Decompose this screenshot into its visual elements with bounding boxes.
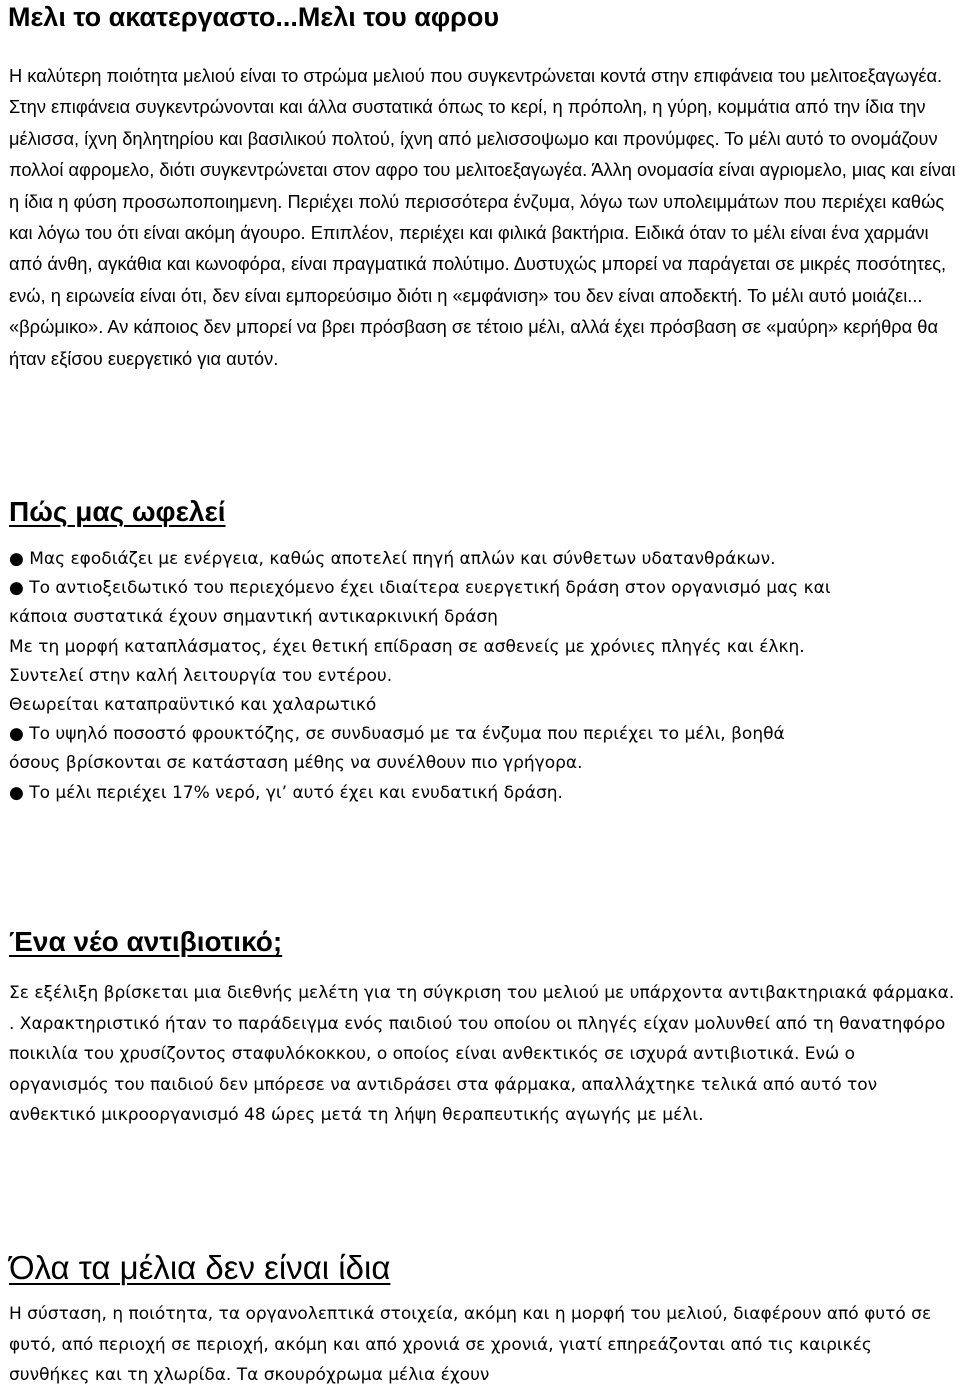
section-heading-benefits: Πώς μας ωφελεί bbox=[9, 496, 226, 527]
list-item: όσους βρίσκονται σε κατάσταση μέθης να συνέλθουν πιο γρήγορα. bbox=[9, 753, 583, 774]
section-heading-honey-types: Όλα τα μέλια δεν είναι ίδια bbox=[9, 1249, 391, 1286]
page-title: Μελι το ακατεργαστο...Μελι του αφρου bbox=[8, 2, 500, 32]
honey-types-paragraph: Η σύσταση, η ποιότητα, τα οργανολεπτικά στοιχεία, ακόμη και η μορφή του μελιού, διαφέρουν από φυτό σε φυτό, από περιοχή σε περιοχή, ακόμη και από χρονιά σε χρονιά, γιατί επηρεάζονται από τις καιρικές συνθήκες και τη χλωρίδα. Τα σκουρόχρωμα μέλια έχουν bbox=[9, 1304, 932, 1385]
antibiotic-paragraph: Σε εξέλιξη βρίσκεται μια διεθνής μελέτη για τη σύγκριση του μελιού με υπάρχοντα αντιβακτηριακά φάρμακα. . Χαρακτηριστικό ήταν το παράδειγμα ενός παιδιού του οποίου οι πληγές είχαν μολυνθεί από τη θανατηφόρο ποικιλία του χρυσίζοντος σταφυλόκοκκου, ο οποίος είναι ανθεκτικός σε ισχυρά αντιβιοτικά. Ενώ ο οργανισμός του παιδιού δεν μπόρεσε να αντιδράσει στα φάρμακα, απαλλάχτηκε τελικά από αυτό τον ανθεκτικό μικροοργανισμό 48 ώρες μετά τη λήψη θεραπευτικής αγωγής με μέλι. bbox=[9, 983, 955, 1126]
list-item: ● Το υψηλό ποσοστό φρουκτόζης, σε συνδυασμό με τα ένζυμα που περιέχει το μέλι, βοηθά bbox=[9, 724, 785, 745]
list-item: Με τη μορφή καταπλάσματος, έχει θετική επίδραση σε ασθενείς με χρόνιες πληγές και έλκη. bbox=[9, 636, 805, 657]
list-item: ● Μας εφοδιάζει με ενέργεια, καθώς αποτελεί πηγή απλών και σύνθετων υδατανθράκων. bbox=[9, 549, 776, 569]
benefits-list bbox=[9, 545, 957, 808]
list-item: Συντελεί στην καλή λειτουργία του εντέρου. bbox=[9, 665, 393, 686]
intro-paragraph: Η καλύτερη ποιότητα μελιού είναι το στρώμα μελιού που συγκεντρώνεται κοντά στην επιφάνεια του μελιτοεξαγωγέα. Στην επιφάνεια συγκεντρώνονται και άλλα συστατικά όπως το κερί, η πρόπολη, η γύρη, κομμάτια από την ίδια την μέλισσα, ίχνη δηλητηρίου και βασιλικού πολτού, ίχνη από μελισσοψωμο και προνύμφες. Το μέλι αυτό το ονομάζουν πολλοί αφρομελο, διότι συγκεντρώνεται στον αφρο του μελιτοεξαγωγέα. Άλλη ονομασία είναι αγριομελο, μιας και είναι η ίδια η φύση προσωποποιημενη. Περιέχει πολύ περισσότερα ένζυμα, λόγω των υπολειμμάτων που περιέχει καθώς και λόγω του ότι είναι ακόμη άγουρο. Επιπλέον, περιέχει και φιλικά βακτήρια. Ειδικά όταν το μέλι είναι ένα χαρμάνι από άνθη, αγκάθια και κωνοφόρα, είναι πραγματικά πολύτιμο. Δυστυχώς μπορεί να παράγεται σε μικρές ποσότητες, ενώ, η ειρωνεία είναι ότι, δεν είναι εμπορεύσιμο διότι η «εμφάνιση» του δεν είναι αποδεκτή. Το μέλι αυτό μοιάζει... «βρώμικο». Αν κάποιος δεν μπορεί να βρει πρόσβαση σε τέτοιο μέλι, αλλά έχει πρόσβαση σε «μαύρη» κερήθρα θα ήταν εξίσου ευεργετικό για αυτόν. bbox=[9, 65, 956, 369]
list-item: Θεωρείται καταπραϋντικό και χαλαρωτικό bbox=[9, 695, 377, 716]
list-item: κάποια συστατικά έχουν σημαντική αντικαρκινική δράση bbox=[9, 607, 498, 628]
list-item: ● Το αντιοξειδωτικό του περιεχόμενο έχει ιδιαίτερα ευεργετική δράση στον οργανισμό μας και bbox=[9, 578, 831, 599]
section-heading-antibiotic: Ένα νέο αντιβιοτικό; bbox=[9, 926, 283, 957]
list-item: ● Το μέλι περιέχει 17% νερό, γι’ αυτό έχει και ενυδατική δράση. bbox=[9, 782, 563, 803]
